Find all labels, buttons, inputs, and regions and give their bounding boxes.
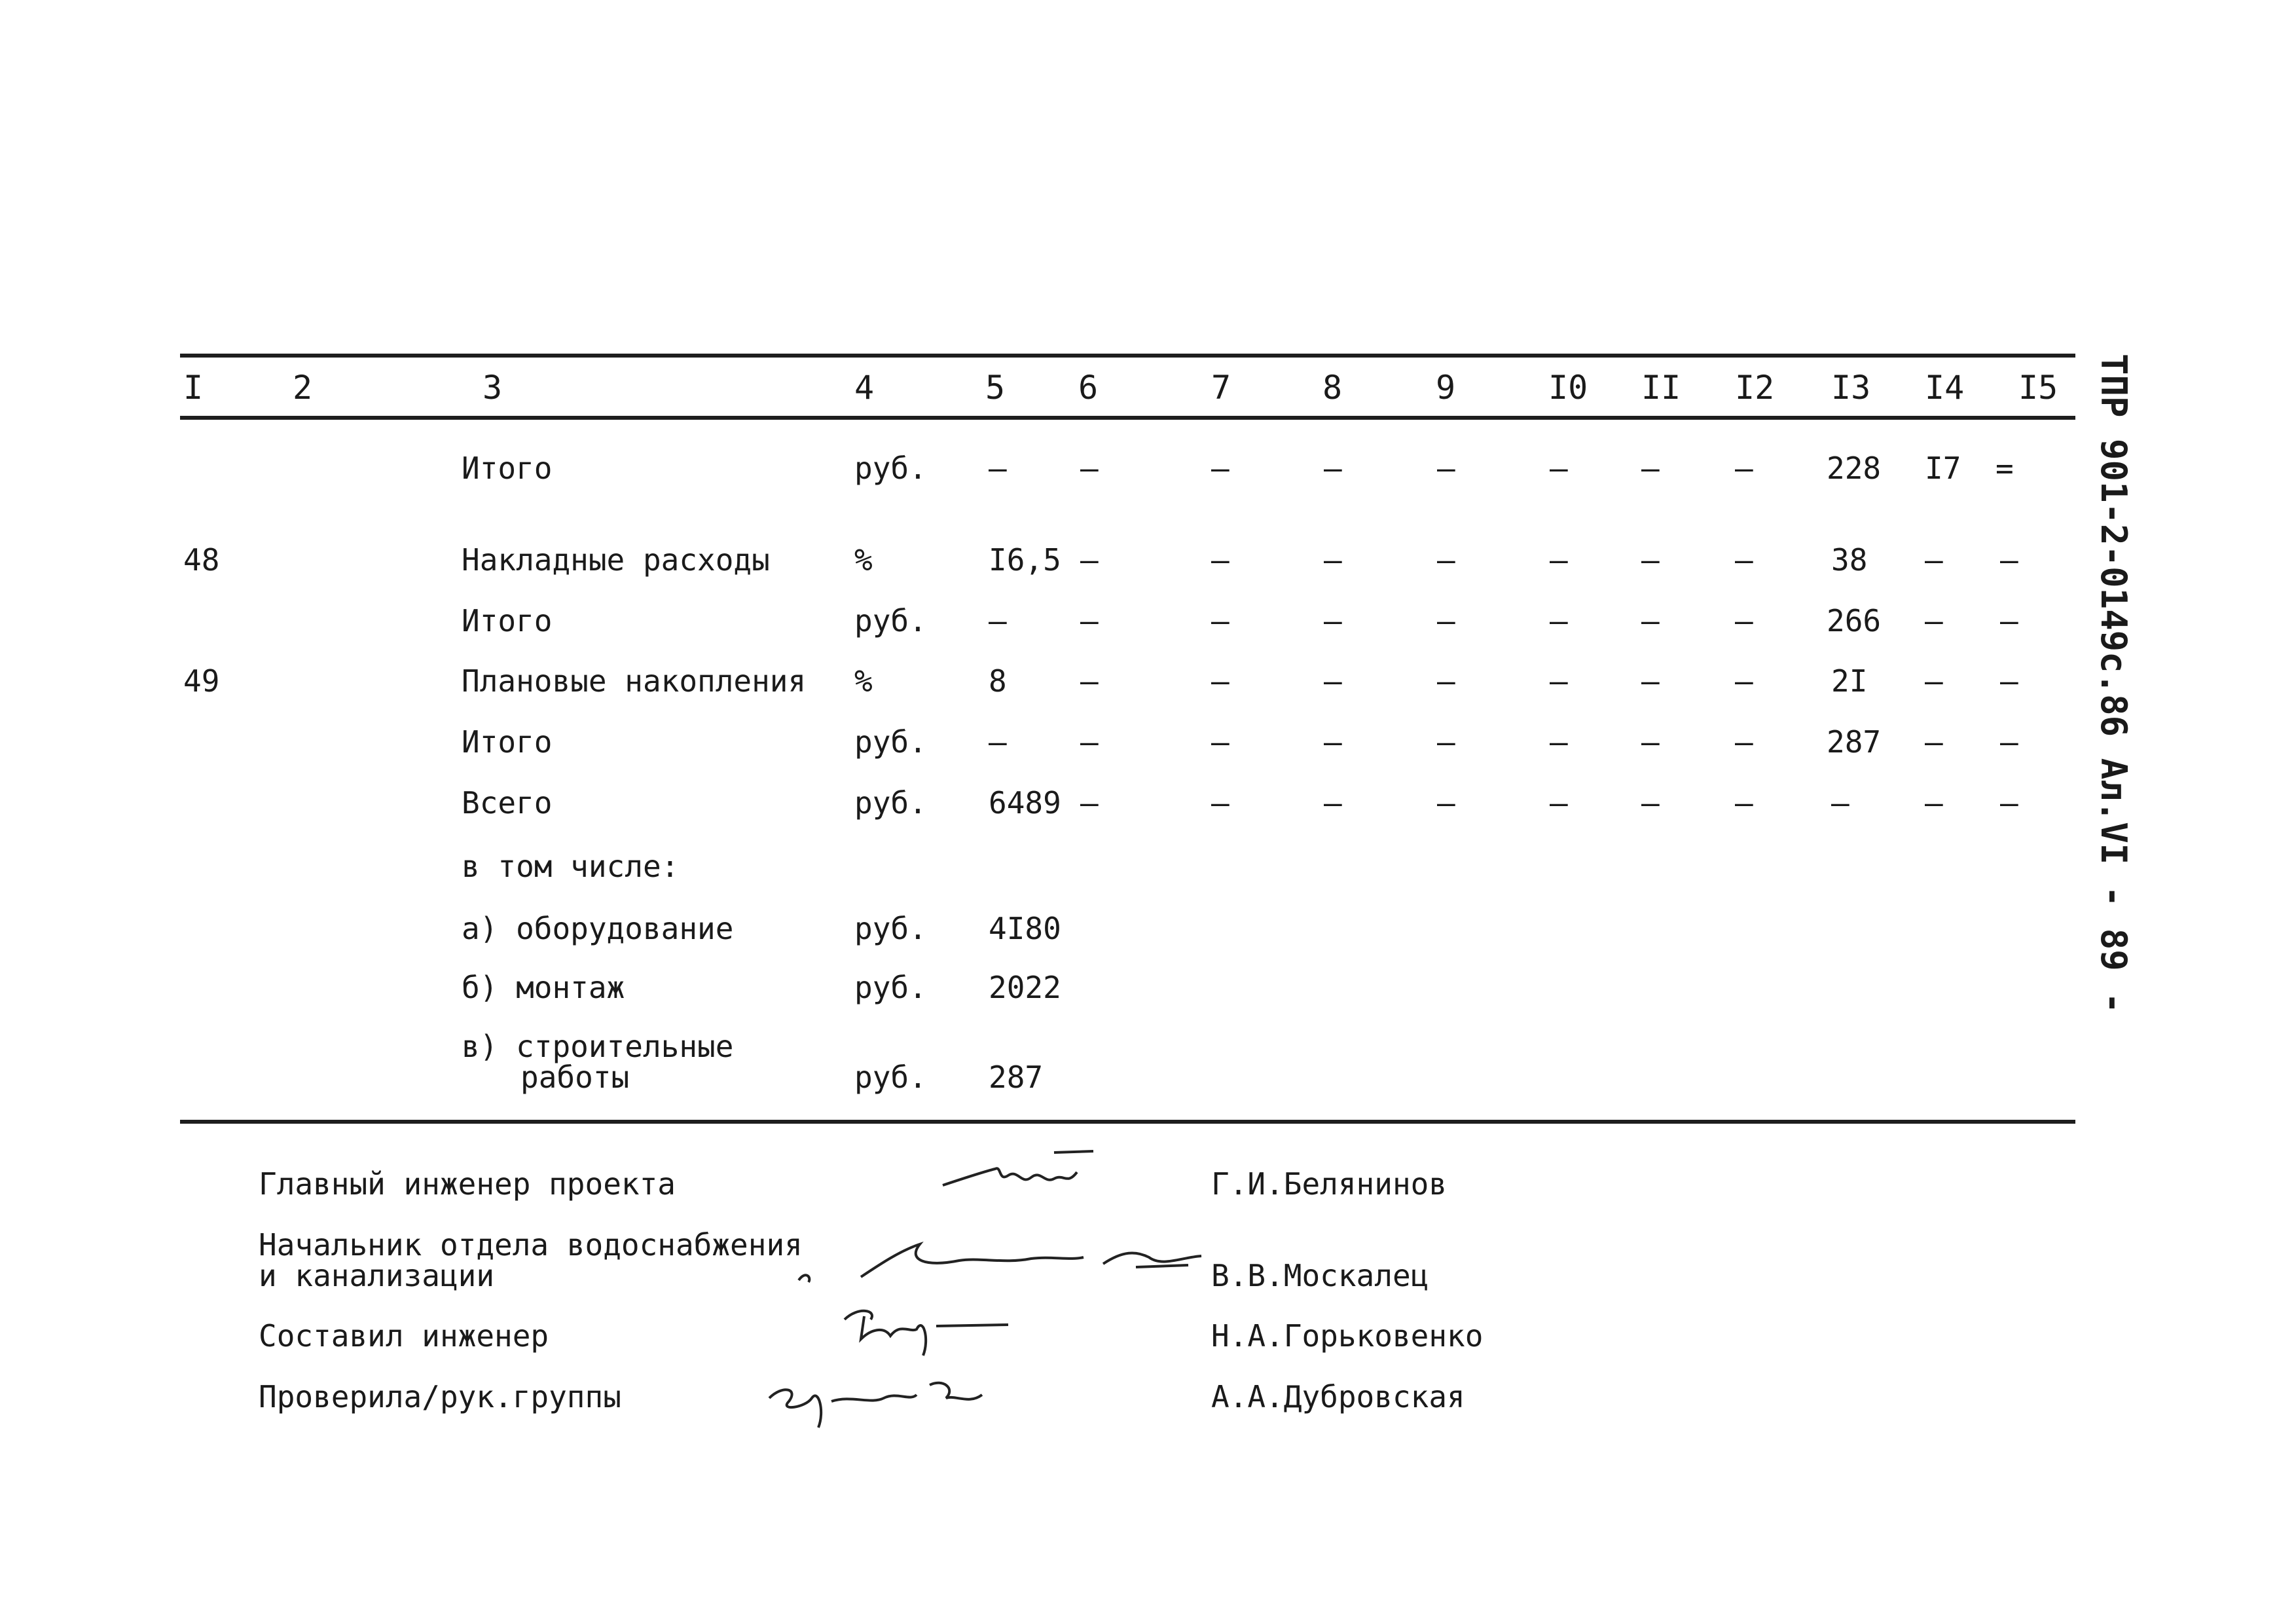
cell-c15: –: [2000, 542, 2018, 578]
col-header-4: 4: [854, 369, 875, 407]
cell-c8: –: [1324, 724, 1342, 760]
table-bottom-rule: [180, 1120, 2075, 1124]
cell-c10: –: [1550, 603, 1568, 638]
signer-title-line1: Начальник отдела водоснабжения: [259, 1227, 803, 1263]
including-item-value: 4I80: [989, 911, 1061, 946]
cell-c6: –: [1080, 542, 1099, 578]
cell-c12: –: [1735, 724, 1753, 760]
cell-c7: –: [1211, 724, 1230, 760]
cell-c11: –: [1641, 542, 1660, 578]
cell-c11: –: [1641, 451, 1660, 486]
including-item-name-line1: в) строительные: [462, 1029, 734, 1064]
cell-c13: 266: [1827, 603, 1882, 638]
cell-c15: –: [2000, 724, 2018, 760]
cell-c7: –: [1211, 603, 1230, 638]
col-header-3: 3: [483, 369, 503, 407]
cell-c10: –: [1550, 785, 1568, 821]
document-code: ТПР 901-2-0149с.86 Ал.VI - 89 -: [2093, 354, 2134, 1014]
row-unit: %: [854, 542, 873, 578]
cell-c5: 6489: [989, 785, 1061, 821]
cell-c5: –: [989, 603, 1007, 638]
cell-c5: –: [989, 724, 1007, 760]
cell-c8: –: [1324, 785, 1342, 821]
cell-c7: –: [1211, 451, 1230, 486]
including-item-name: б) монтаж: [462, 970, 625, 1005]
cell-c14: –: [1925, 603, 1943, 638]
cell-c6: –: [1080, 451, 1099, 486]
cell-c14: –: [1925, 663, 1943, 699]
cell-c5: 8: [989, 663, 1007, 699]
col-header-8: 8: [1322, 369, 1343, 407]
cell-c15: –: [2000, 785, 2018, 821]
cell-c7: –: [1211, 542, 1230, 578]
cell-c11: –: [1641, 603, 1660, 638]
cell-c6: –: [1080, 663, 1099, 699]
row-unit: %: [854, 663, 873, 699]
cell-c5: I6,5: [989, 542, 1061, 578]
including-item-name-line2: работы: [520, 1060, 630, 1095]
signer-name: Н.А.Горьковенко: [1211, 1318, 1484, 1354]
including-item-unit: руб.: [854, 911, 927, 946]
row-name: Плановые накопления: [462, 663, 807, 699]
cell-c7: –: [1211, 785, 1230, 821]
cell-c14: I7: [1925, 451, 1961, 486]
cell-c10: –: [1550, 451, 1568, 486]
including-item-value: 287: [989, 1060, 1044, 1095]
header-bottom-rule: [180, 416, 2075, 420]
signer-title: Составил инженер: [259, 1318, 549, 1354]
row-unit: руб.: [854, 724, 927, 760]
cell-c5: –: [989, 451, 1007, 486]
cell-c12: –: [1735, 603, 1753, 638]
col-header-1: I: [183, 369, 204, 407]
cell-c11: –: [1641, 785, 1660, 821]
cell-c8: –: [1324, 603, 1342, 638]
signer-name: В.В.Москалец: [1211, 1258, 1429, 1293]
row-unit: руб.: [854, 603, 927, 638]
cell-c9: –: [1437, 603, 1455, 638]
col-header-12: I2: [1735, 369, 1775, 407]
row-name: Итого: [462, 724, 553, 760]
row-unit: руб.: [854, 451, 927, 486]
cell-c9: –: [1437, 542, 1455, 578]
cell-c11: –: [1641, 663, 1660, 699]
cell-c13: 38: [1831, 542, 1868, 578]
cell-c11: –: [1641, 724, 1660, 760]
cell-c8: –: [1324, 663, 1342, 699]
col-header-7: 7: [1211, 369, 1231, 407]
cell-c8: –: [1324, 542, 1342, 578]
row-name: Накладные расходы: [462, 542, 770, 578]
cell-c10: –: [1550, 542, 1568, 578]
including-item-unit: руб.: [854, 1060, 927, 1095]
cell-c15: =: [1995, 451, 2014, 486]
col-header-10: I0: [1548, 369, 1588, 407]
cell-c12: –: [1735, 542, 1753, 578]
col-header-11: II: [1641, 369, 1681, 407]
col-header-14: I4: [1925, 369, 1965, 407]
cell-c10: –: [1550, 724, 1568, 760]
cell-c8: –: [1324, 451, 1342, 486]
col-header-6: 6: [1078, 369, 1099, 407]
signer-title: Главный инженер проекта: [259, 1166, 676, 1202]
cell-c15: –: [2000, 603, 2018, 638]
handwritten-signature: [936, 1146, 1106, 1208]
signer-title-line2: и канализации: [259, 1258, 495, 1293]
col-header-5: 5: [985, 369, 1006, 407]
handwritten-signature: [838, 1300, 1021, 1368]
row-name: Итого: [462, 603, 553, 638]
cell-c9: –: [1437, 451, 1455, 486]
table-top-rule: [180, 354, 2075, 358]
row-name: Всего: [462, 785, 553, 821]
cell-c15: –: [2000, 663, 2018, 699]
cell-c14: –: [1925, 785, 1943, 821]
including-label: в том числе:: [462, 849, 680, 884]
signer-name: А.А.Дубровская: [1211, 1379, 1465, 1414]
cell-c9: –: [1437, 663, 1455, 699]
cell-c13: 287: [1827, 724, 1882, 760]
cell-c12: –: [1735, 785, 1753, 821]
cell-c13: 228: [1827, 451, 1882, 486]
cell-c6: –: [1080, 724, 1099, 760]
including-item-unit: руб.: [854, 970, 927, 1005]
including-item-value: 2022: [989, 970, 1061, 1005]
signer-name: Г.И.Белянинов: [1211, 1166, 1448, 1202]
cell-c13: 2I: [1831, 663, 1868, 699]
cell-c14: –: [1925, 542, 1943, 578]
handwritten-signature: [795, 1231, 1214, 1293]
cell-c14: –: [1925, 724, 1943, 760]
row-name: Итого: [462, 451, 553, 486]
cell-c12: –: [1735, 451, 1753, 486]
cell-c6: –: [1080, 785, 1099, 821]
col-header-2: 2: [293, 369, 313, 407]
col-header-9: 9: [1436, 369, 1456, 407]
cell-c7: –: [1211, 663, 1230, 699]
cell-c13: –: [1831, 785, 1850, 821]
document-code-margin: [2079, 354, 2144, 1041]
row-number: 49: [183, 663, 220, 699]
handwritten-signature: [759, 1365, 1002, 1440]
col-header-15: I5: [2018, 369, 2058, 407]
signer-title: Проверила/рук.группы: [259, 1379, 621, 1414]
row-unit: руб.: [854, 785, 927, 821]
cell-c9: –: [1437, 724, 1455, 760]
cell-c12: –: [1735, 663, 1753, 699]
including-item-name: а) оборудование: [462, 911, 734, 946]
cell-c10: –: [1550, 663, 1568, 699]
cell-c6: –: [1080, 603, 1099, 638]
col-header-13: I3: [1831, 369, 1871, 407]
row-number: 48: [183, 542, 220, 578]
cell-c9: –: [1437, 785, 1455, 821]
